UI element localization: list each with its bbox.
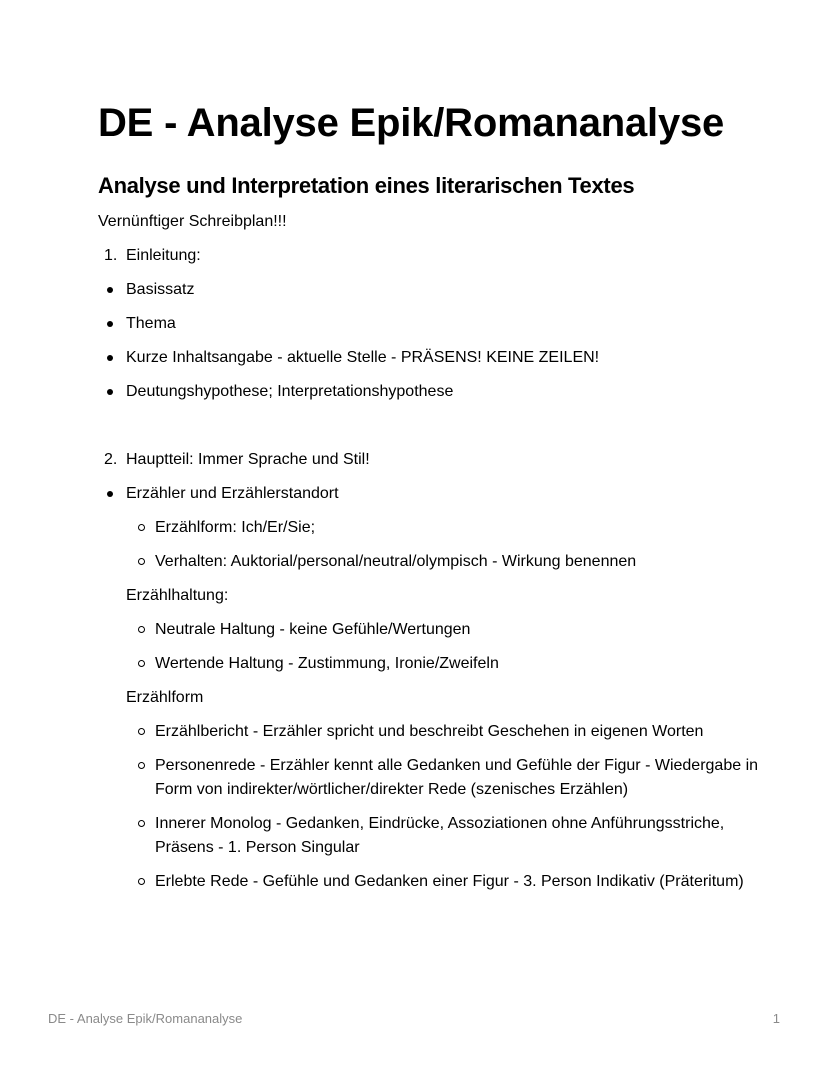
page-number: 1: [772, 1011, 780, 1026]
intro-text: Vernünftiger Schreibplan!!!: [98, 213, 287, 230]
list-item: [98, 278, 758, 302]
bullet-icon: [107, 491, 113, 497]
list-item-text: Deutungshypothese; Interpretationshypothese: [126, 383, 454, 400]
circle-bullet-icon: [138, 660, 145, 667]
numbered-item-label: Einleitung:: [126, 247, 201, 264]
circle-bullet-icon: [138, 878, 145, 885]
list-item: [98, 482, 758, 506]
document-body: [98, 98, 758, 894]
numbered-item-hauptteil: [98, 448, 758, 472]
list-item: [98, 312, 758, 336]
bullet-icon: [107, 355, 113, 361]
document-subtitle: Analyse und Interpretation eines literarischen Textes: [98, 173, 635, 198]
circle-bullet-icon: [138, 820, 145, 827]
numbered-item-label: Hauptteil: Immer Sprache und Stil!: [126, 451, 370, 468]
bullet-icon: [107, 287, 113, 293]
sub-list-item: [98, 618, 758, 642]
erzaehlhaltung-label: Erzählhaltung:: [126, 587, 229, 604]
list-number: 1.: [104, 247, 118, 264]
page-footer: [48, 1010, 780, 1028]
bullet-icon: [107, 389, 113, 395]
list-item: [98, 380, 758, 404]
erzaehlform-label: Erzählform: [126, 689, 204, 706]
circle-bullet-icon: [138, 762, 145, 769]
sub-list-item-text: Innerer Monolog - Gedanken, Eindrücke, Assoziationen ohne Anführungsstriche, Präsens - 1. Person Singular: [155, 815, 725, 856]
list-item-text: Kurze Inhaltsangabe - aktuelle Stelle - PRÄSENS! KEINE ZEILEN!: [126, 349, 600, 366]
document-title: DE - Analyse Epik/Romananalyse: [98, 101, 725, 145]
list-number: 2.: [104, 451, 118, 468]
sub-list-item: [98, 812, 758, 860]
sub-list-item-text: Erlebte Rede - Gefühle und Gedanken einer Figur - 3. Person Indikativ (Präteritum): [155, 873, 744, 890]
list-item-text: Basissatz: [126, 281, 195, 298]
sub-list-item-text: Personenrede - Erzähler kennt alle Gedanken und Gefühle der Figur - Wiedergabe in Form von indirekter/wörtlicher/direkter Rede (szenisches Erzählen): [155, 757, 759, 798]
sub-list-item-text: Erzählform: Ich/Er/Sie;: [155, 519, 316, 536]
list-item: [98, 346, 758, 370]
sub-list-item-text: Erzählbericht - Erzähler spricht und beschreibt Geschehen in eigenen Worten: [155, 723, 704, 740]
list-item-text: Erzähler und Erzählerstandort: [126, 485, 339, 502]
circle-bullet-icon: [138, 626, 145, 633]
list-item-text: Thema: [126, 315, 176, 332]
circle-bullet-icon: [138, 524, 145, 531]
sub-list-item-text: Neutrale Haltung - keine Gefühle/Wertungen: [155, 621, 471, 638]
bullet-icon: [107, 321, 113, 327]
sub-list-item-text: Wertende Haltung - Zustimmung, Ironie/Zweifeln: [155, 655, 499, 672]
sub-list-item-text: Verhalten: Auktorial/personal/neutral/olympisch - Wirkung benennen: [155, 553, 637, 570]
circle-bullet-icon: [138, 558, 145, 565]
circle-bullet-icon: [138, 728, 145, 735]
sub-list-item: [98, 516, 758, 540]
sub-list-item: [98, 720, 758, 744]
numbered-item-einleitung: [98, 244, 758, 268]
sub-list-item: [98, 550, 758, 574]
footer-title: DE - Analyse Epik/Romananalyse: [48, 1011, 243, 1026]
spacer: [98, 404, 758, 438]
sub-list-item: [98, 754, 758, 802]
sub-list-item: [98, 652, 758, 676]
sub-list-item: [98, 870, 758, 894]
